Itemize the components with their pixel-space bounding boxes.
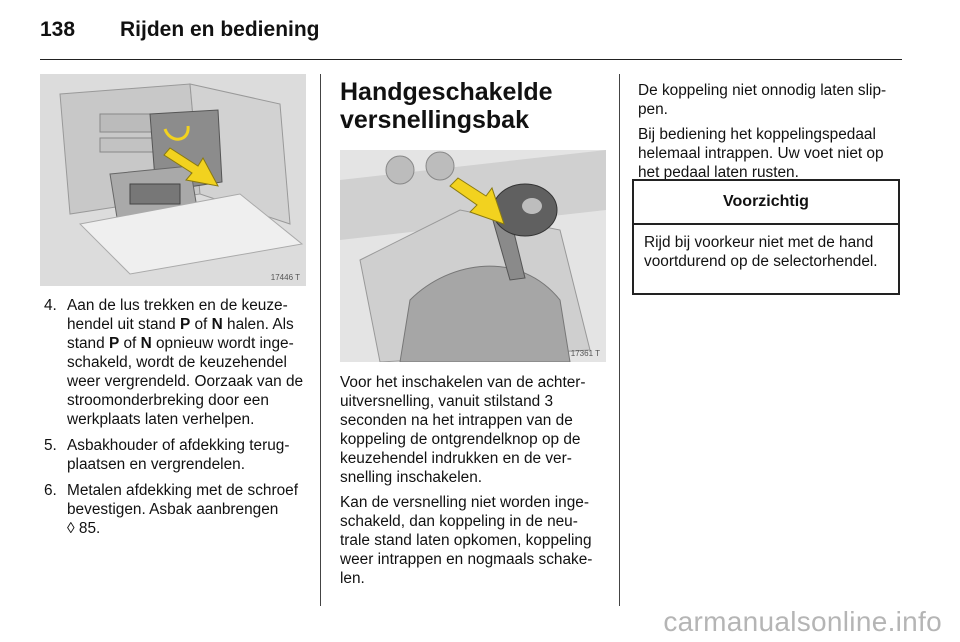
figure-code: 17446 T [270, 273, 300, 282]
list-item: 5. Asbakhouder of afdekking terug- plaatsen en vergrendelen. [44, 437, 290, 473]
caution-body: Rijd bij voorkeur niet met de hand voortdurend op de selectorhendel. [644, 234, 878, 270]
page-number: 138 [40, 18, 76, 41]
caution-title: Voorzichtig [634, 181, 898, 225]
paragraph: Bij bediening het koppelingspedaal helemaal intrappen. Uw voet niet op het pedaal laten rusten. [638, 126, 884, 181]
section-title: Rijden en bediening [120, 18, 320, 41]
figure-ashtray-unlock [40, 74, 306, 286]
figure-gear-lever [340, 150, 606, 362]
list-item: 6. Metalen afdekking met de schroef bevestigen. Asbak aanbrengen ◊ 85. [44, 482, 298, 537]
watermark: carmanualsonline.info [663, 606, 942, 637]
caution-box [632, 179, 900, 295]
paragraph: Voor het inschakelen van de achter- uitversnelling, vanuit stilstand 3 seconden na het intrappen van de koppeling de ontgrendelknop op de keuzehendel indrukken en de ver- snelling inschakelen. [340, 374, 586, 486]
middle-text [340, 373, 606, 594]
page-reference-link[interactable]: 85. [78, 520, 101, 537]
paragraph: Kan de versnelling niet worden inge- schakeld, dan koppeling in de neu- trale stand laten opkomen, koppeling weer intrappen en nogmaals schake- len. [340, 494, 593, 587]
figure-code: 17361 T [570, 349, 600, 358]
list-item: 4. Aan de lus trekken en de keuze- hendel uit stand P of N halen. Als stand P of N opnieuw wordt inge- schakeld, wordt de keuzehendel weer vergrendeld. Oorzaak van de stroomonderbreking door een werkplaats laten verhelpen. [44, 297, 304, 428]
column-divider [320, 74, 321, 606]
header-rule [40, 59, 902, 60]
ashtray-illustration [40, 74, 306, 286]
list-number: 6. [44, 482, 57, 499]
right-text [638, 81, 900, 188]
list-number: 5. [44, 437, 57, 454]
instruction-list [44, 296, 308, 545]
column-divider [619, 74, 620, 606]
paragraph: De koppeling niet onnodig laten slip- pen. [638, 82, 887, 118]
section-heading: Handgeschakelde versnellingsbak [340, 78, 553, 134]
gear-lever-illustration [340, 150, 606, 362]
page-reference-icon: ◊ [67, 520, 75, 537]
list-number: 4. [44, 297, 57, 314]
